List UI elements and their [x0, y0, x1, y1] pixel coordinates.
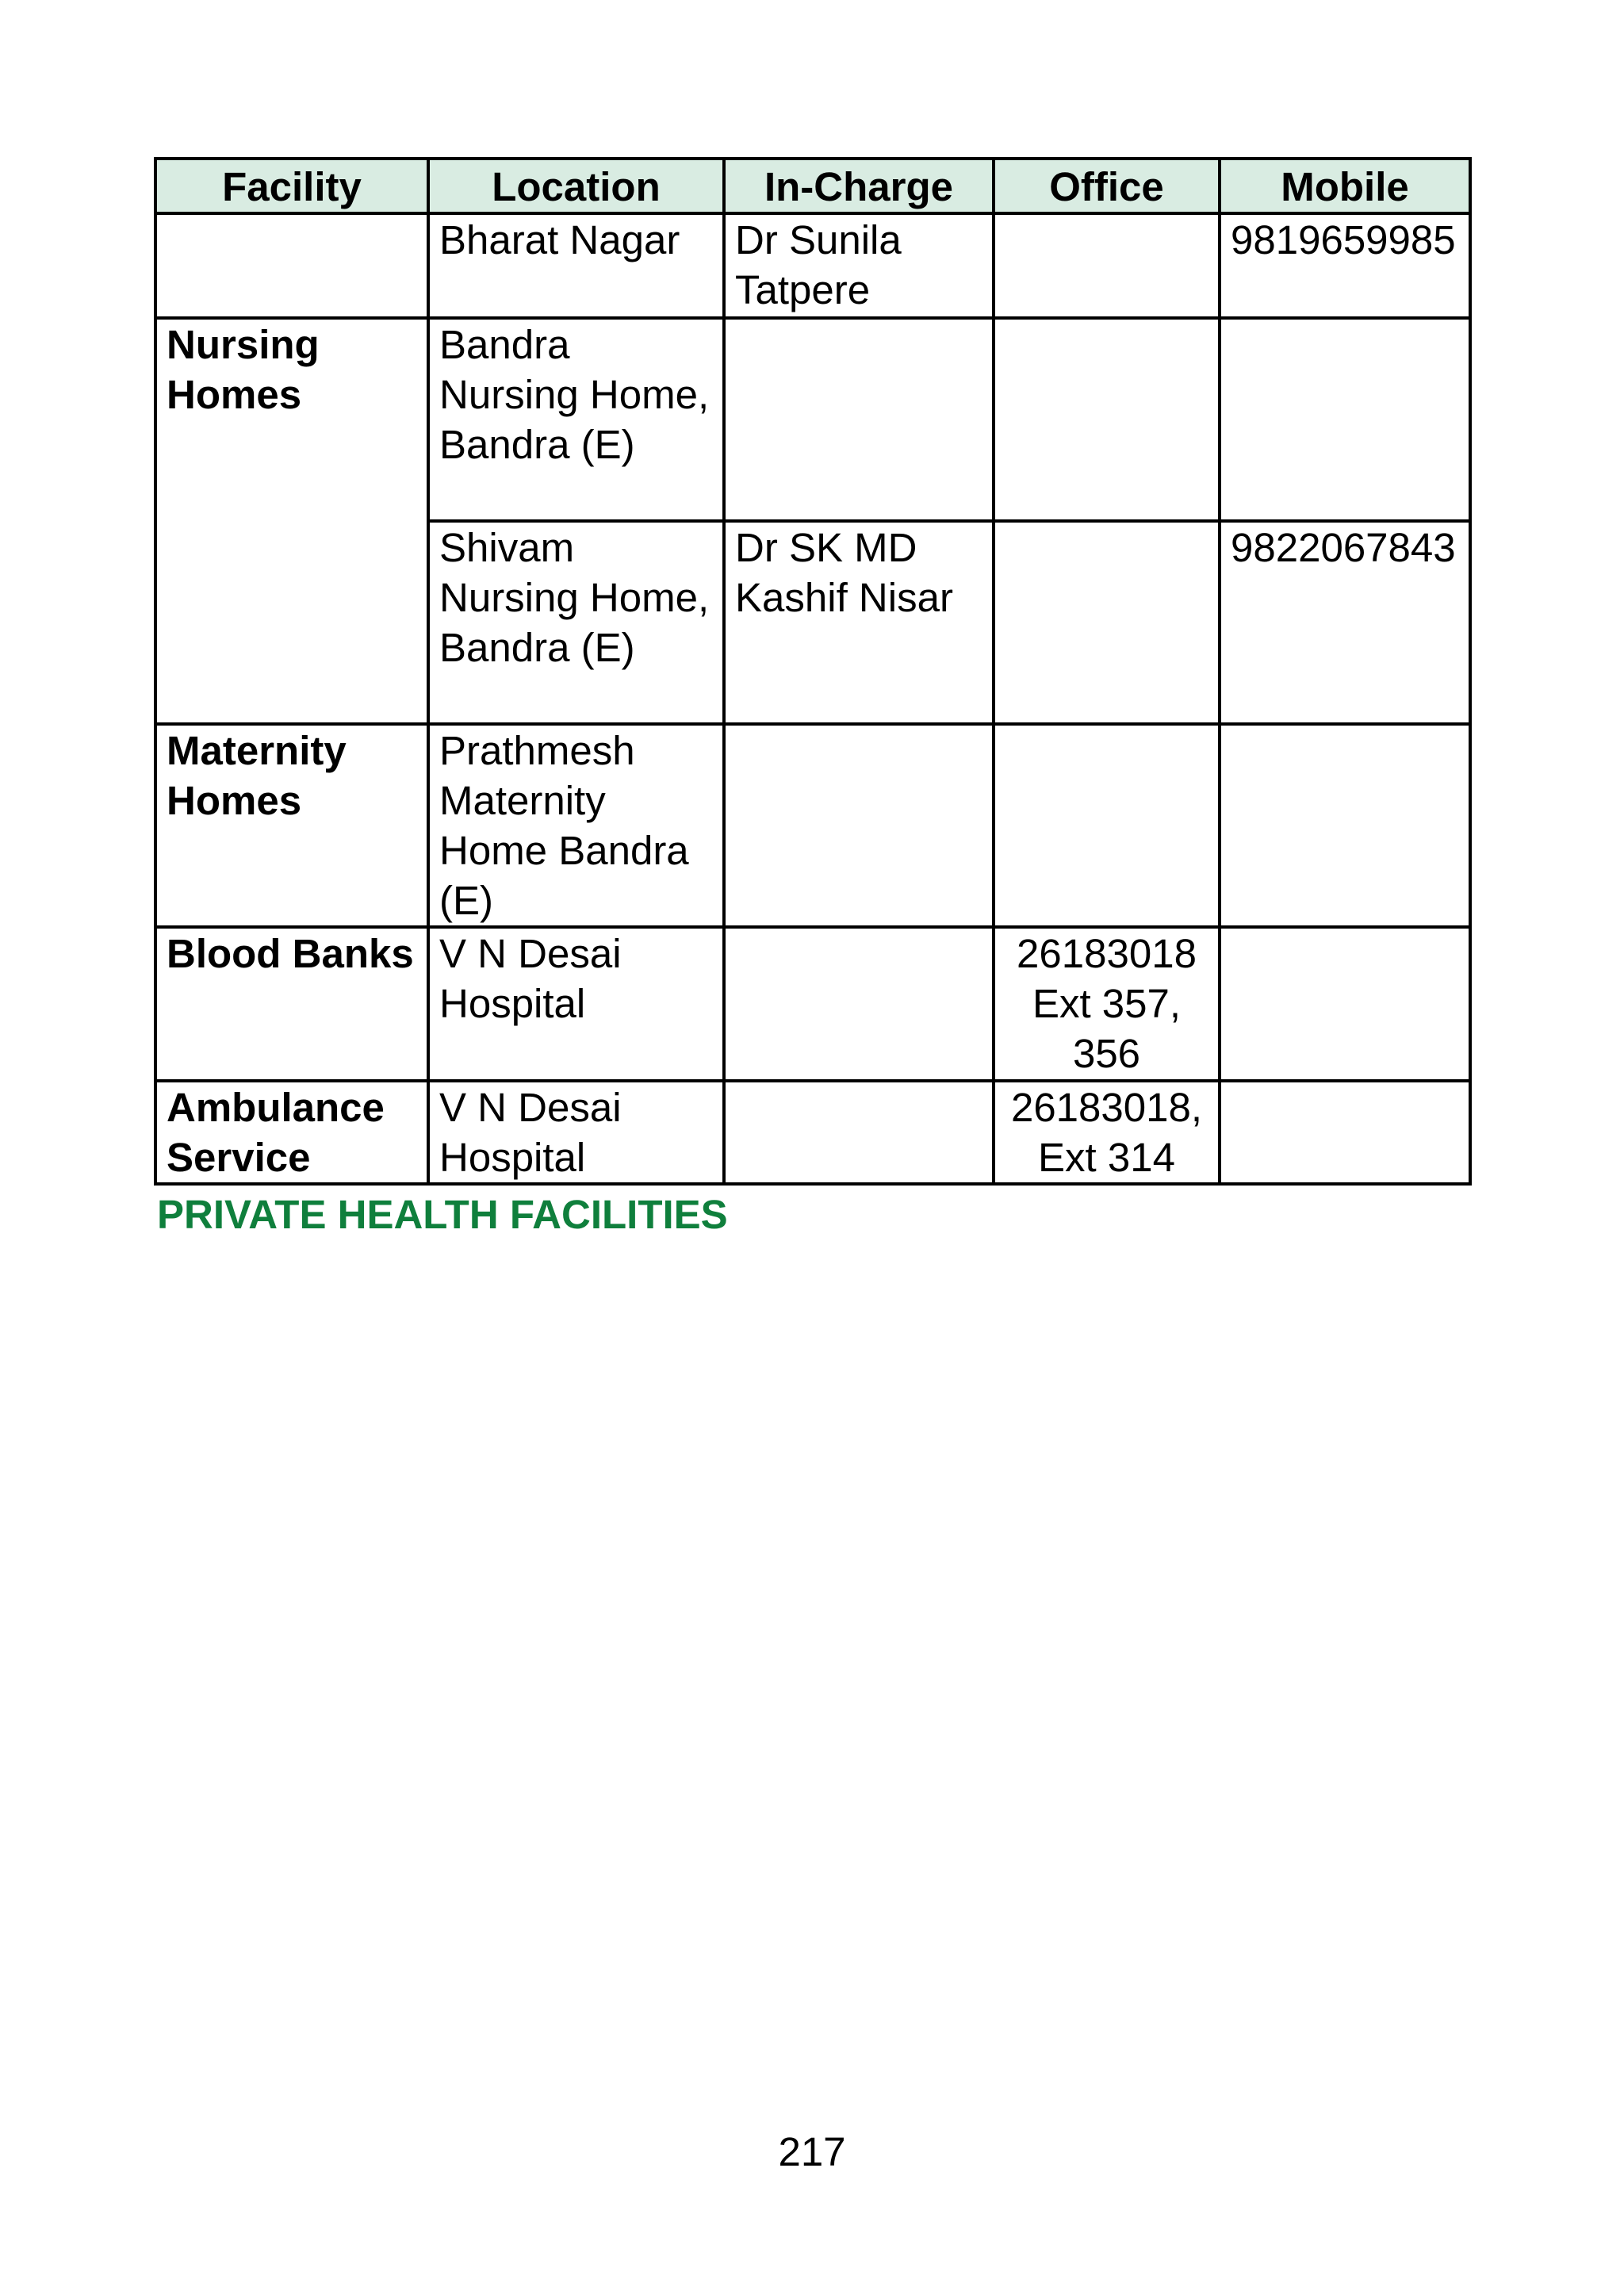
in-charge-cell: [724, 927, 994, 1081]
header-office: Office: [994, 159, 1220, 213]
facilities-table: [154, 157, 1472, 1186]
table-row: [155, 318, 1470, 521]
header-mobile: Mobile: [1220, 159, 1470, 213]
facility-cell: [155, 213, 428, 318]
mobile-cell: 9822067843: [1220, 521, 1470, 724]
mobile-cell: [1220, 1081, 1470, 1184]
in-charge-cell: [724, 1081, 994, 1184]
office-cell: 26183018 Ext 357, 356: [994, 927, 1220, 1081]
mobile-cell: 9819659985: [1220, 213, 1470, 318]
header-in-charge: In-Charge: [724, 159, 994, 213]
in-charge-cell: Dr Sunila Tatpere: [724, 213, 994, 318]
facility-cell: Maternity Homes: [155, 724, 428, 927]
office-cell: [994, 724, 1220, 927]
header-facility: Facility: [155, 159, 428, 213]
office-cell: [994, 318, 1220, 521]
facility-cell: Blood Banks: [155, 927, 428, 1081]
table-row: [155, 1081, 1470, 1184]
table-row: [155, 213, 1470, 318]
table-header-row: [155, 159, 1470, 213]
mobile-cell: [1220, 927, 1470, 1081]
location-cell: Bharat Nagar: [428, 213, 724, 318]
table-row: [155, 927, 1470, 1081]
mobile-cell: [1220, 724, 1470, 927]
in-charge-cell: [724, 318, 994, 521]
office-cell: 26183018, Ext 314: [994, 1081, 1220, 1184]
page-number: 217: [778, 2129, 846, 2174]
header-location: Location: [428, 159, 724, 213]
facility-cell: Nursing Homes: [155, 318, 428, 724]
office-cell: [994, 521, 1220, 724]
location-cell: V N Desai Hospital: [428, 927, 724, 1081]
section-heading: PRIVATE HEALTH FACILITIES: [157, 1192, 728, 1237]
facility-cell: Ambulance Service: [155, 1081, 428, 1184]
location-cell: V N Desai Hospital: [428, 1081, 724, 1184]
location-cell: Bandra Nursing Home, Bandra (E): [428, 318, 724, 521]
mobile-cell: [1220, 318, 1470, 521]
in-charge-cell: [724, 724, 994, 927]
table-row: [155, 724, 1470, 927]
location-cell: Prathmesh Maternity Home Bandra (E): [428, 724, 724, 927]
office-cell: [994, 213, 1220, 318]
in-charge-cell: Dr SK MD Kashif Nisar: [724, 521, 994, 724]
location-cell: Shivam Nursing Home, Bandra (E): [428, 521, 724, 724]
